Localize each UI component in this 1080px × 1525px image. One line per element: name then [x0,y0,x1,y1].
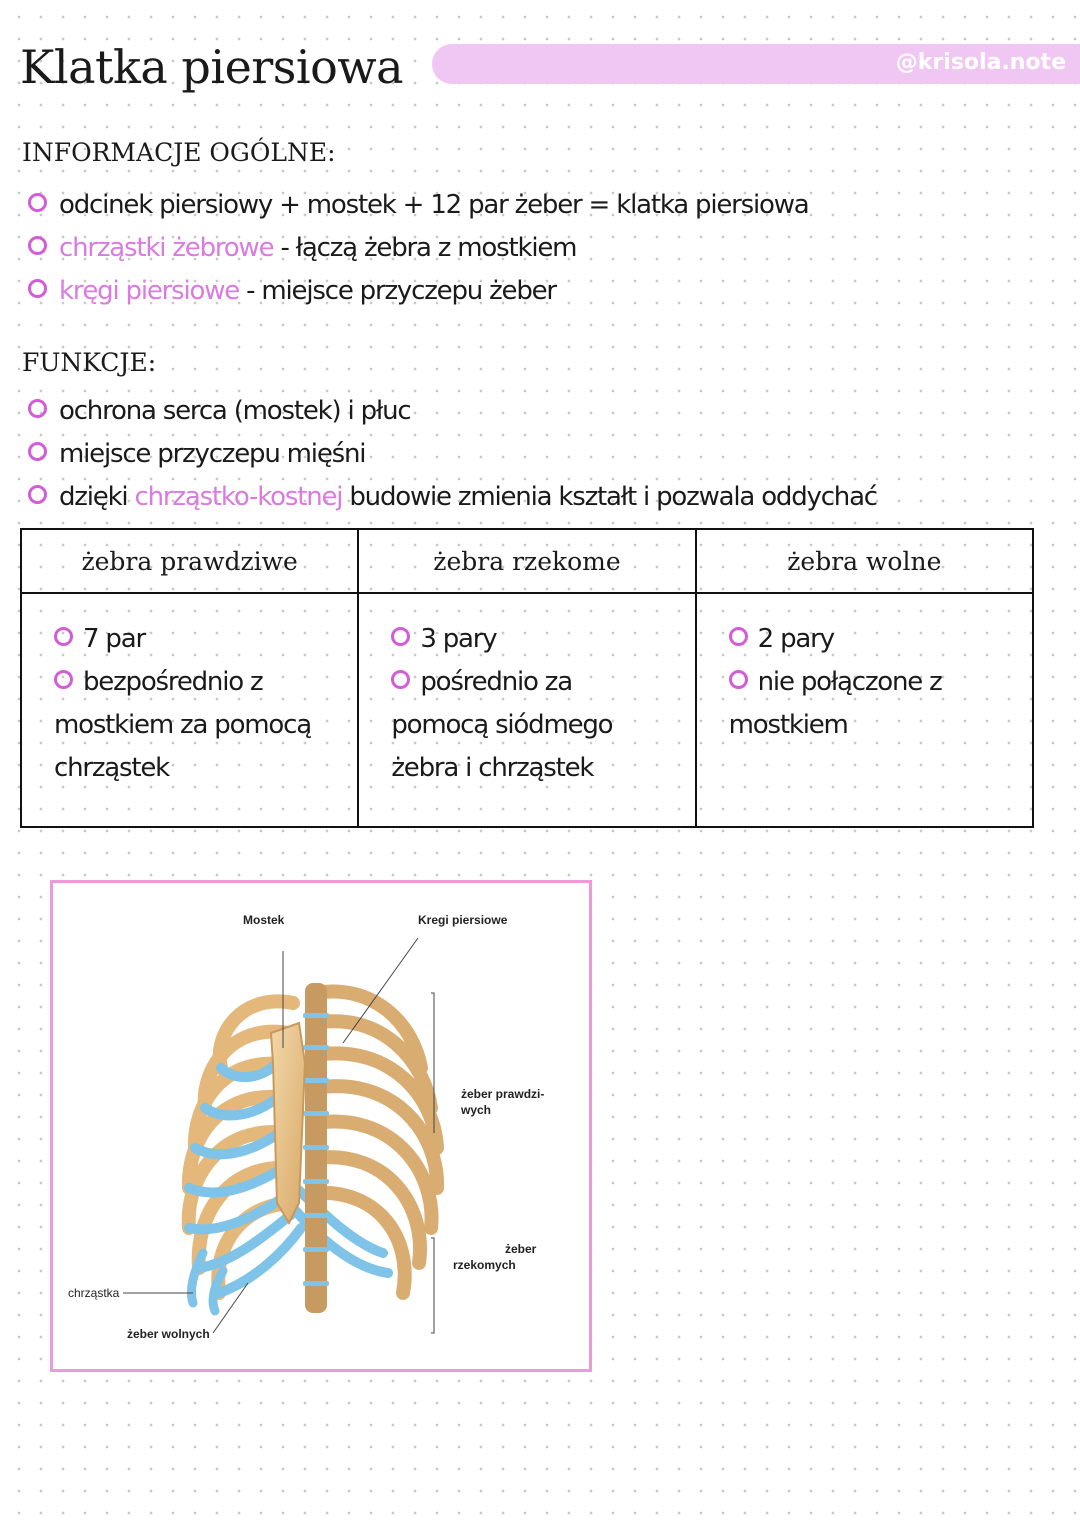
rib-types-table [20,528,1034,828]
thoracic-vertebrae [303,983,329,1313]
page-title: Klatka piersiowa [20,40,404,94]
bullet-icon [54,670,73,689]
rib-cage-figure [50,880,592,1372]
label-true-ribs-line1: żeber prawdzi- [461,1087,545,1101]
table-cell-line: 2 pary [729,618,1012,661]
general-info-heading: INFORMACJE OGÓLNE: [22,138,336,167]
table-header-true-ribs: żebra prawdziwe [21,529,358,593]
bullet-icon [729,627,748,646]
bullet-icon [391,627,410,646]
title-highlight-bar [432,44,1080,84]
bullet-icon [28,279,47,298]
label-false-ribs-line1: żeber [505,1242,537,1256]
table-header-floating-ribs: żebra wolne [696,529,1033,593]
table-cell-false-ribs [358,593,695,827]
label-cartilage: chrząstka [68,1286,120,1300]
author-handle: @krisola.note [895,50,1066,75]
table-cell-line: pomocą siódmego [391,710,613,740]
label-sternum: Mostek [243,913,285,927]
table-cell-line: nie połączone z [729,661,1012,704]
label-false-ribs-line2: rzekomych [453,1258,516,1272]
table-cell-line: bezpośrednio z [54,661,337,704]
label-vertebrae: Kregi piersiowe [418,913,508,927]
table-cell-line: mostkiem [728,710,848,740]
table-cell-line: chrząstek [54,753,170,783]
table-cell-floating-ribs [696,593,1033,827]
bullet-icon [729,670,748,689]
bullet-icon [28,442,47,461]
label-true-ribs-line2: wych [461,1103,492,1117]
general-info-list [28,184,809,313]
table-cell-line: mostkiem za pomocą [54,710,311,740]
general-info-item: odcinek piersiowy + mostek + 12 par żeber = klatka piersiowa [28,184,809,227]
table-cell-line: 7 par [54,618,337,661]
function-item: miejsce przyczepu mięśni [28,433,877,476]
bullet-icon [391,670,410,689]
function-item: ochrona serca (mostek) i płuc [28,390,877,433]
rib-cage-illustration [53,883,589,1369]
general-info-item: chrząstki żebrowe - łączą żebra z mostkiem [28,227,809,270]
bullet-icon [54,627,73,646]
table-cell-true-ribs [21,593,358,827]
bullet-icon [28,485,47,504]
bullet-icon [28,193,47,212]
functions-list [28,390,877,519]
general-info-item: kręgi piersiowe - miejsce przyczepu żeber [28,270,809,313]
function-item: dzięki chrząstko-kostnej budowie zmienia kształt i pozwala oddychać [28,476,877,519]
bullet-icon [28,236,47,255]
label-floating-ribs: żeber wolnych [127,1327,210,1341]
table-cell-line: 3 pary [391,618,674,661]
table-cell-line: żebra i chrząstek [391,753,594,783]
functions-heading: FUNKCJE: [22,348,157,377]
table-cell-line: pośrednio za [391,661,674,704]
bullet-icon [28,399,47,418]
sternum-shape [271,1023,305,1223]
table-header-false-ribs: żebra rzekome [358,529,695,593]
